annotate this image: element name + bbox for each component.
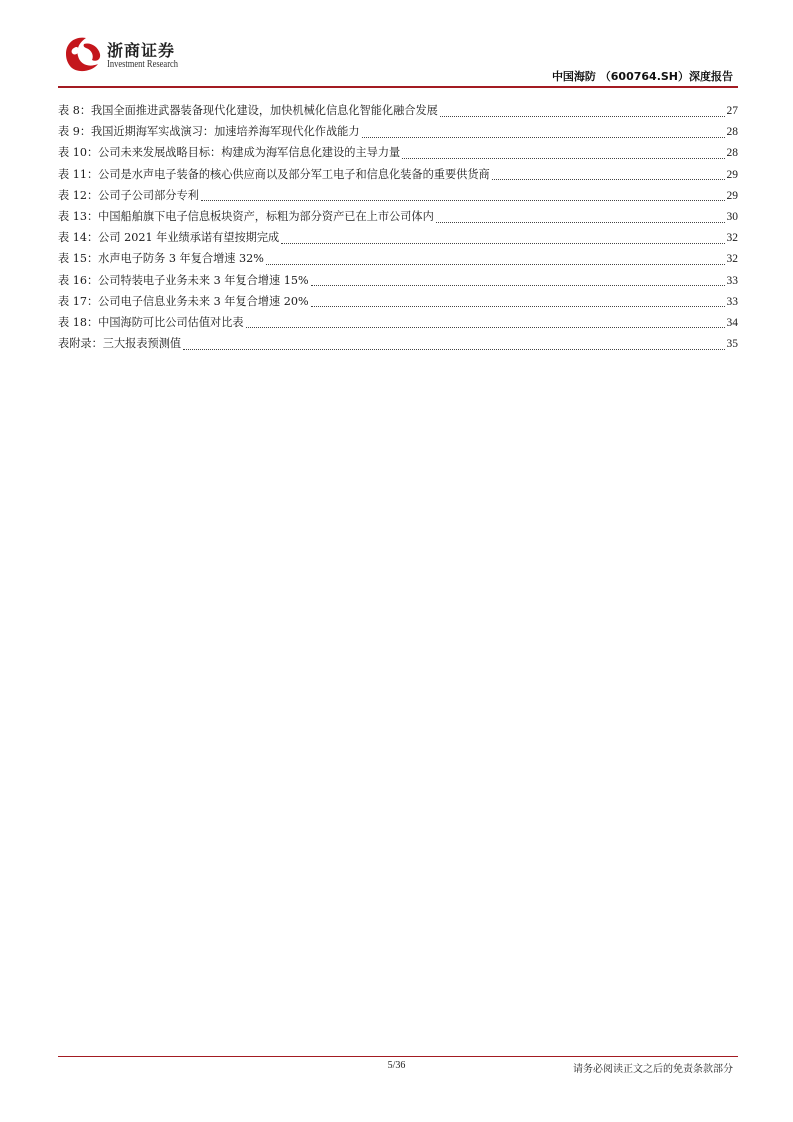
toc-entry[interactable] xyxy=(58,164,738,185)
toc-entry-label: 表 8：我国全面推进武器装备现代化建设，加快机械化信息化智能化融合发展 xyxy=(58,104,438,117)
toc-entry[interactable] xyxy=(58,333,738,354)
toc-entry-label: 表附录：三大报表预测值 xyxy=(58,337,182,351)
toc-entry[interactable] xyxy=(58,227,738,248)
table-of-contents xyxy=(58,100,738,354)
toc-leader-dots xyxy=(183,348,724,350)
toc-entry-page: 30 xyxy=(726,210,738,223)
toc-entry-page: 29 xyxy=(726,189,738,202)
toc-entry[interactable] xyxy=(58,206,738,227)
toc-leader-dots xyxy=(492,178,725,180)
toc-entry-label: 表 12：公司子公司部分专利 xyxy=(58,188,199,202)
toc-entry-label: 表 17：公司电子信息业务未来 3 年复合增速 20% xyxy=(58,294,309,308)
toc-entry[interactable] xyxy=(58,142,738,163)
toc-leader-dots xyxy=(266,263,725,265)
toc-entry-page: 29 xyxy=(726,168,738,181)
toc-entry[interactable] xyxy=(58,121,738,142)
toc-entry-label: 表 9：我国近期海军实战演习：加速培养海军现代化作战能力 xyxy=(58,125,360,139)
toc-entry-page: 27 xyxy=(726,105,738,117)
logo-chinese-text: 浙商证券 xyxy=(107,41,176,60)
toc-entry-label: 表 16：公司特装电子业务未来 3 年复合增速 15% xyxy=(58,273,309,287)
toc-entry-label: 表 13：中国船舶旗下电子信息板块资产，标粗为部分资产已在上市公司体内 xyxy=(58,209,434,223)
toc-entry-page: 28 xyxy=(726,126,738,139)
toc-entry-label: 表 10：公司未来发展战略目标：构建成为海军信息化建设的主导力量 xyxy=(58,146,401,160)
toc-entry[interactable] xyxy=(58,312,738,333)
toc-leader-dots xyxy=(440,115,725,117)
toc-entry[interactable] xyxy=(58,270,738,291)
page-number: 5/36 xyxy=(387,1060,406,1071)
toc-entry[interactable] xyxy=(58,100,738,121)
toc-entry-page: 34 xyxy=(726,316,738,329)
toc-leader-dots xyxy=(311,305,725,307)
logo-english-text: Investment Research xyxy=(107,59,179,70)
company-logo xyxy=(62,34,182,78)
page-header xyxy=(0,0,793,90)
report-title: 中国海防 （600764.SH）深度报告 xyxy=(551,70,733,83)
toc-entry-page: 32 xyxy=(726,232,738,245)
logo-mark-icon xyxy=(62,34,104,74)
toc-entry-label: 表 11：公司是水声电子装备的核心供应商以及部分军工电子和信息化装备的重要供货商 xyxy=(58,167,490,181)
toc-leader-dots xyxy=(311,284,725,286)
toc-entry-label: 表 14：公司 2021 年业绩承诺有望按期完成 xyxy=(58,231,280,245)
toc-entry-page: 28 xyxy=(726,147,738,160)
footer-disclaimer: 请务必阅读正文之后的免责条款部分 xyxy=(573,1064,733,1075)
toc-entry-label: 表 18：中国海防可比公司估值对比表 xyxy=(58,315,244,329)
toc-leader-dots xyxy=(246,326,725,328)
toc-entry-page: 33 xyxy=(726,274,738,287)
toc-entry-label: 表 15：水声电子防务 3 年复合增速 32% xyxy=(58,252,264,266)
toc-leader-dots xyxy=(281,242,724,244)
toc-entry[interactable] xyxy=(58,291,738,312)
header-divider xyxy=(58,86,738,88)
footer-divider xyxy=(58,1056,738,1057)
toc-leader-dots xyxy=(362,136,725,138)
toc-entry-page: 32 xyxy=(726,253,738,266)
toc-entry-page: 35 xyxy=(726,338,738,351)
toc-entry[interactable] xyxy=(58,185,738,206)
toc-leader-dots xyxy=(402,157,724,159)
toc-leader-dots xyxy=(201,199,725,201)
toc-entry[interactable] xyxy=(58,248,738,269)
toc-leader-dots xyxy=(436,221,725,223)
toc-entry-page: 33 xyxy=(726,295,738,308)
